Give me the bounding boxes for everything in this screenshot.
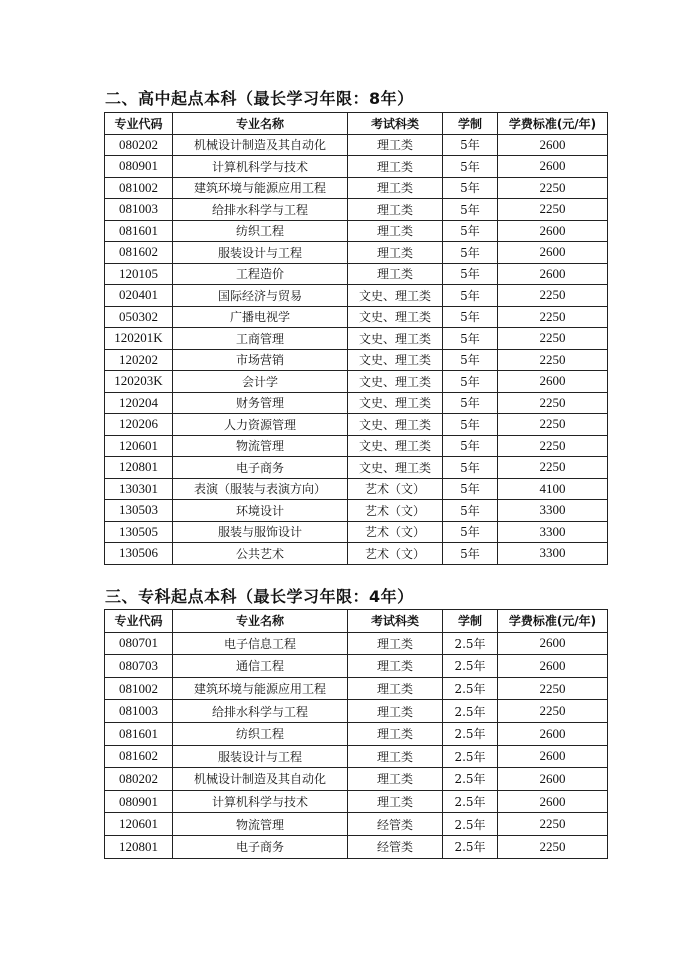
tuition-cell: 2250 bbox=[498, 457, 608, 479]
major-code-cell: 081602 bbox=[105, 745, 173, 768]
major-code-cell: 120801 bbox=[105, 457, 173, 479]
header-tuition: 学费标准(元/年) bbox=[498, 113, 608, 135]
duration-cell: 5年 bbox=[443, 199, 498, 221]
duration-cell: 2.5年 bbox=[443, 790, 498, 813]
tuition-cell: 2250 bbox=[498, 414, 608, 436]
exam-category-cell: 经管类 bbox=[348, 813, 443, 836]
major-code-cell: 020401 bbox=[105, 285, 173, 307]
header-exam-category: 考试科类 bbox=[348, 610, 443, 633]
exam-category-cell: 理工类 bbox=[348, 677, 443, 700]
exam-category-cell: 理工类 bbox=[348, 745, 443, 768]
major-code-cell: 120204 bbox=[105, 392, 173, 414]
major-name-cell: 物流管理 bbox=[173, 435, 348, 457]
major-name-cell: 表演（服装与表演方向） bbox=[173, 478, 348, 500]
tuition-cell: 2600 bbox=[498, 722, 608, 745]
duration-cell: 2.5年 bbox=[443, 768, 498, 791]
duration-cell: 5年 bbox=[443, 371, 498, 393]
exam-category-cell: 理工类 bbox=[348, 768, 443, 791]
table-row bbox=[105, 263, 608, 285]
major-name-cell: 电子商务 bbox=[173, 835, 348, 858]
table-row bbox=[105, 478, 608, 500]
duration-cell: 5年 bbox=[443, 543, 498, 565]
major-name-cell: 公共艺术 bbox=[173, 543, 348, 565]
duration-cell: 5年 bbox=[443, 478, 498, 500]
duration-cell: 2.5年 bbox=[443, 745, 498, 768]
header-tuition: 学费标准(元/年) bbox=[498, 610, 608, 633]
exam-category-cell: 文史、理工类 bbox=[348, 435, 443, 457]
tuition-cell: 2600 bbox=[498, 768, 608, 791]
table-row bbox=[105, 813, 608, 836]
header-duration: 学制 bbox=[443, 113, 498, 135]
major-name-cell: 环境设计 bbox=[173, 500, 348, 522]
tuition-cell: 2250 bbox=[498, 306, 608, 328]
tuition-cell: 2250 bbox=[498, 285, 608, 307]
major-name-cell: 广播电视学 bbox=[173, 306, 348, 328]
major-name-cell: 工商管理 bbox=[173, 328, 348, 350]
duration-cell: 5年 bbox=[443, 177, 498, 199]
exam-category-cell: 理工类 bbox=[348, 790, 443, 813]
tuition-cell: 3300 bbox=[498, 500, 608, 522]
major-name-cell: 市场营销 bbox=[173, 349, 348, 371]
duration-cell: 2.5年 bbox=[443, 722, 498, 745]
table-row bbox=[105, 328, 608, 350]
major-code-cell: 081601 bbox=[105, 722, 173, 745]
major-name-cell: 国际经济与贸易 bbox=[173, 285, 348, 307]
duration-cell: 5年 bbox=[443, 457, 498, 479]
table-row bbox=[105, 349, 608, 371]
major-name-cell: 人力资源管理 bbox=[173, 414, 348, 436]
duration-cell: 2.5年 bbox=[443, 677, 498, 700]
tuition-cell: 2250 bbox=[498, 349, 608, 371]
table-row bbox=[105, 700, 608, 723]
major-name-cell: 建筑环境与能源应用工程 bbox=[173, 677, 348, 700]
exam-category-cell: 理工类 bbox=[348, 722, 443, 745]
header-duration: 学制 bbox=[443, 610, 498, 633]
major-code-cell: 081003 bbox=[105, 700, 173, 723]
duration-cell: 5年 bbox=[443, 263, 498, 285]
tuition-cell: 2600 bbox=[498, 632, 608, 655]
exam-category-cell: 经管类 bbox=[348, 835, 443, 858]
exam-category-cell: 理工类 bbox=[348, 263, 443, 285]
major-code-cell: 080202 bbox=[105, 134, 173, 156]
exam-category-cell: 理工类 bbox=[348, 156, 443, 178]
tuition-cell: 2250 bbox=[498, 199, 608, 221]
exam-category-cell: 文史、理工类 bbox=[348, 414, 443, 436]
duration-cell: 5年 bbox=[443, 349, 498, 371]
duration-cell: 5年 bbox=[443, 328, 498, 350]
tuition-cell: 2250 bbox=[498, 177, 608, 199]
tuition-cell: 2250 bbox=[498, 677, 608, 700]
table-row bbox=[105, 722, 608, 745]
exam-category-cell: 文史、理工类 bbox=[348, 371, 443, 393]
tuition-cell: 2600 bbox=[498, 371, 608, 393]
table-row bbox=[105, 435, 608, 457]
table-row bbox=[105, 177, 608, 199]
tuition-cell: 2600 bbox=[498, 655, 608, 678]
major-name-cell: 计算机科学与技术 bbox=[173, 790, 348, 813]
major-name-cell: 纺织工程 bbox=[173, 220, 348, 242]
exam-category-cell: 文史、理工类 bbox=[348, 457, 443, 479]
major-code-cell: 120203K bbox=[105, 371, 173, 393]
tuition-cell: 2250 bbox=[498, 813, 608, 836]
major-code-cell: 130301 bbox=[105, 478, 173, 500]
exam-category-cell: 理工类 bbox=[348, 134, 443, 156]
major-name-cell: 会计学 bbox=[173, 371, 348, 393]
exam-category-cell: 理工类 bbox=[348, 177, 443, 199]
major-name-cell: 电子信息工程 bbox=[173, 632, 348, 655]
table-row bbox=[105, 745, 608, 768]
exam-category-cell: 艺术（文） bbox=[348, 478, 443, 500]
table-row bbox=[105, 768, 608, 791]
major-code-cell: 080901 bbox=[105, 790, 173, 813]
major-name-cell: 物流管理 bbox=[173, 813, 348, 836]
major-code-cell: 120202 bbox=[105, 349, 173, 371]
duration-cell: 2.5年 bbox=[443, 813, 498, 836]
duration-cell: 2.5年 bbox=[443, 632, 498, 655]
table-header-row bbox=[105, 113, 608, 135]
tuition-cell: 2250 bbox=[498, 392, 608, 414]
table-row bbox=[105, 392, 608, 414]
major-name-cell: 电子商务 bbox=[173, 457, 348, 479]
major-code-cell: 120801 bbox=[105, 835, 173, 858]
duration-cell: 2.5年 bbox=[443, 835, 498, 858]
table-row bbox=[105, 835, 608, 858]
major-code-cell: 081003 bbox=[105, 199, 173, 221]
major-code-cell: 081002 bbox=[105, 177, 173, 199]
duration-cell: 5年 bbox=[443, 306, 498, 328]
tuition-cell: 2250 bbox=[498, 328, 608, 350]
table-row bbox=[105, 790, 608, 813]
exam-category-cell: 理工类 bbox=[348, 632, 443, 655]
table-row bbox=[105, 521, 608, 543]
exam-category-cell: 艺术（文） bbox=[348, 521, 443, 543]
major-code-cell: 120601 bbox=[105, 435, 173, 457]
duration-cell: 2.5年 bbox=[443, 655, 498, 678]
table-row bbox=[105, 306, 608, 328]
major-name-cell: 建筑环境与能源应用工程 bbox=[173, 177, 348, 199]
section-title-high-school-undergrad: 二、高中起点本科（最长学习年限：8年） bbox=[105, 89, 414, 108]
major-name-cell: 给排水科学与工程 bbox=[173, 199, 348, 221]
table-row bbox=[105, 655, 608, 678]
table-row bbox=[105, 371, 608, 393]
major-name-cell: 服装与服饰设计 bbox=[173, 521, 348, 543]
duration-cell: 5年 bbox=[443, 392, 498, 414]
tuition-cell: 2600 bbox=[498, 790, 608, 813]
table-row bbox=[105, 134, 608, 156]
exam-category-cell: 理工类 bbox=[348, 700, 443, 723]
major-code-cell: 130503 bbox=[105, 500, 173, 522]
duration-cell: 5年 bbox=[443, 521, 498, 543]
table-header-row bbox=[105, 610, 608, 633]
major-code-cell: 050302 bbox=[105, 306, 173, 328]
major-code-cell: 120601 bbox=[105, 813, 173, 836]
major-code-cell: 081002 bbox=[105, 677, 173, 700]
exam-category-cell: 文史、理工类 bbox=[348, 306, 443, 328]
section-title-college-undergrad: 三、专科起点本科（最长学习年限：4年） bbox=[105, 587, 414, 606]
major-code-cell: 080901 bbox=[105, 156, 173, 178]
tuition-cell: 3300 bbox=[498, 521, 608, 543]
tuition-cell: 2600 bbox=[498, 242, 608, 264]
major-name-cell: 机械设计制造及其自动化 bbox=[173, 768, 348, 791]
major-code-cell: 130506 bbox=[105, 543, 173, 565]
table-row bbox=[105, 220, 608, 242]
major-name-cell: 财务管理 bbox=[173, 392, 348, 414]
duration-cell: 5年 bbox=[443, 156, 498, 178]
exam-category-cell: 理工类 bbox=[348, 220, 443, 242]
major-table-high-school-undergrad bbox=[104, 112, 608, 565]
major-name-cell: 给排水科学与工程 bbox=[173, 700, 348, 723]
major-name-cell: 机械设计制造及其自动化 bbox=[173, 134, 348, 156]
table-row bbox=[105, 677, 608, 700]
exam-category-cell: 艺术（文） bbox=[348, 500, 443, 522]
major-name-cell: 服装设计与工程 bbox=[173, 242, 348, 264]
major-name-cell: 通信工程 bbox=[173, 655, 348, 678]
table-row bbox=[105, 156, 608, 178]
table-row bbox=[105, 242, 608, 264]
tuition-cell: 2250 bbox=[498, 700, 608, 723]
table-row bbox=[105, 632, 608, 655]
exam-category-cell: 理工类 bbox=[348, 655, 443, 678]
duration-cell: 5年 bbox=[443, 435, 498, 457]
major-code-cell: 080202 bbox=[105, 768, 173, 791]
major-table-college-undergrad bbox=[104, 609, 608, 859]
major-code-cell: 081602 bbox=[105, 242, 173, 264]
major-name-cell: 工程造价 bbox=[173, 263, 348, 285]
duration-cell: 2.5年 bbox=[443, 700, 498, 723]
table-row bbox=[105, 285, 608, 307]
header-major-name: 专业名称 bbox=[173, 113, 348, 135]
table-row bbox=[105, 414, 608, 436]
exam-category-cell: 理工类 bbox=[348, 199, 443, 221]
table-row bbox=[105, 199, 608, 221]
tuition-cell: 2250 bbox=[498, 835, 608, 858]
header-major-code: 专业代码 bbox=[105, 610, 173, 633]
exam-category-cell: 理工类 bbox=[348, 242, 443, 264]
major-code-cell: 120206 bbox=[105, 414, 173, 436]
major-code-cell: 080701 bbox=[105, 632, 173, 655]
table-row bbox=[105, 500, 608, 522]
major-code-cell: 120201K bbox=[105, 328, 173, 350]
header-major-name: 专业名称 bbox=[173, 610, 348, 633]
major-name-cell: 计算机科学与技术 bbox=[173, 156, 348, 178]
major-code-cell: 081601 bbox=[105, 220, 173, 242]
tuition-cell: 2250 bbox=[498, 435, 608, 457]
tuition-cell: 2600 bbox=[498, 134, 608, 156]
tuition-cell: 2600 bbox=[498, 745, 608, 768]
major-name-cell: 服装设计与工程 bbox=[173, 745, 348, 768]
duration-cell: 5年 bbox=[443, 220, 498, 242]
tuition-cell: 2600 bbox=[498, 220, 608, 242]
major-code-cell: 120105 bbox=[105, 263, 173, 285]
exam-category-cell: 文史、理工类 bbox=[348, 328, 443, 350]
tuition-cell: 2600 bbox=[498, 156, 608, 178]
duration-cell: 5年 bbox=[443, 414, 498, 436]
exam-category-cell: 文史、理工类 bbox=[348, 392, 443, 414]
duration-cell: 5年 bbox=[443, 285, 498, 307]
table-row bbox=[105, 457, 608, 479]
exam-category-cell: 艺术（文） bbox=[348, 543, 443, 565]
duration-cell: 5年 bbox=[443, 242, 498, 264]
major-code-cell: 130505 bbox=[105, 521, 173, 543]
header-exam-category: 考试科类 bbox=[348, 113, 443, 135]
major-name-cell: 纺织工程 bbox=[173, 722, 348, 745]
duration-cell: 5年 bbox=[443, 500, 498, 522]
tuition-cell: 3300 bbox=[498, 543, 608, 565]
header-major-code: 专业代码 bbox=[105, 113, 173, 135]
duration-cell: 5年 bbox=[443, 134, 498, 156]
tuition-cell: 4100 bbox=[498, 478, 608, 500]
exam-category-cell: 文史、理工类 bbox=[348, 349, 443, 371]
exam-category-cell: 文史、理工类 bbox=[348, 285, 443, 307]
major-code-cell: 080703 bbox=[105, 655, 173, 678]
table-row bbox=[105, 543, 608, 565]
tuition-cell: 2600 bbox=[498, 263, 608, 285]
